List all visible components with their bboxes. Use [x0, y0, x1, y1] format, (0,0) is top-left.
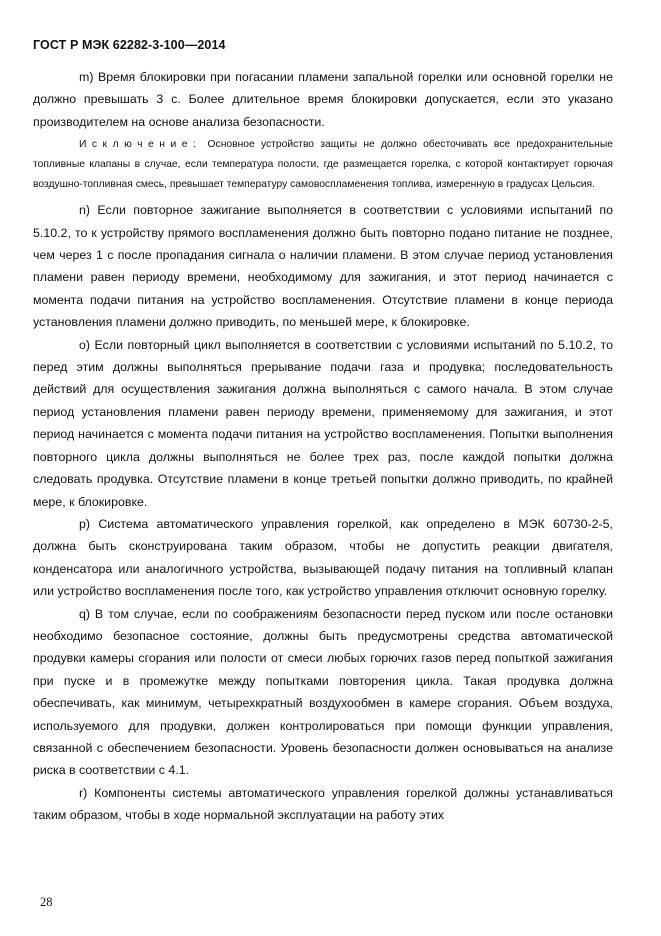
exception-text: Основное устройство защиты не должно обесточивать все предохранительные топливные клапаны в случае, если температура полости, где размещается горелка, с которой контактирует горючая воздушно-топливная смесь, превышает температуру самовоспламенения топлива, измеренную в градусах Цельсия.	[33, 139, 613, 191]
page-number: 28	[40, 895, 53, 909]
paragraph-n: n) Если повторное зажигание выполняется в соответствии с условиями испытаний по 5.10.2, то к устройству прямого воспламенения должно быть повторно подано питание не позднее, чем через 1 с после пропадания сигнала о наличии пламени. В этом случае период установления пламени равен периоду времени, необходимому для зажигания, и этот период начинается с момента подачи питания на устройство воспламенения. Отсутствие пламени в конце периода установления пламени должно приводить, по меньшей мере, к блокировке.	[33, 203, 613, 330]
paragraph-o: o) Если повторный цикл выполняется в соответствии с условиями испытаний по 5.10.2, то перед этим должны выполняться прерывание подачи газа и продувка; последовательность действий для осуществления зажигания должна выполняться с самого начала. В этом случае период установления пламени равен периоду времени, применяемому для зажигания, и этот период начинается с момента подачи питания на устройство воспламенения. Попытки выполнения повторного цикла должны выполняться не более трех раз, после каждой попытки должна следовать продувка. Отсутствие пламени в конце третьей попытки должно приводить, по крайней мере, к блокировке.	[33, 337, 613, 509]
document-body	[33, 66, 613, 827]
paragraph-q: q) В том случае, если по соображениям безопасности перед пуском или после остановки необходимо безопасное состояние, должны быть предусмотрены средства автоматической продувки камеры сгорания или полости от смеси любых горючих газов перед попыткой зажигания при пуске и в промежутке между попытками повторения цикла. Такая продувка должна обеспечивать, как минимум, четырехкратный воздухообмен в камере сгорания. Объем воздуха, используемого для продувки, должен контролироваться при помощи функции управления, связанной с обеспечением безопасности. Уровень безопасности должен основываться на анализе риска в соответствии с 4.1.	[33, 606, 613, 778]
exception-note	[33, 135, 613, 195]
paragraph-p: p) Система автоматического управления горелкой, как определено в МЭК 60730-2-5, должна быть сконструирована таким образом, чтобы не допустить реакции двигателя, конденсатора или аналогичного устройства, вызывающей подачу питания на топливный клапан или устройство воспламенения после того, как устройство управления отключит основную горелку.	[33, 516, 613, 599]
document-header: ГОСТ Р МЭК 62282-3-100—2014	[33, 38, 226, 52]
exception-label: Исключение:	[79, 139, 202, 151]
paragraph-m: m) Время блокировки при погасании пламени запальной горелки или основной горелки не должно превышать 3 с. Более длительное время блокировки допускается, если это указано производителем на основе анализа безопасности.	[33, 70, 613, 129]
paragraph-r: r) Компоненты системы автоматического управления горелкой должны устанавливаться таким образом, чтобы в ходе нормальной эксплуатации на работу этих	[33, 785, 613, 823]
